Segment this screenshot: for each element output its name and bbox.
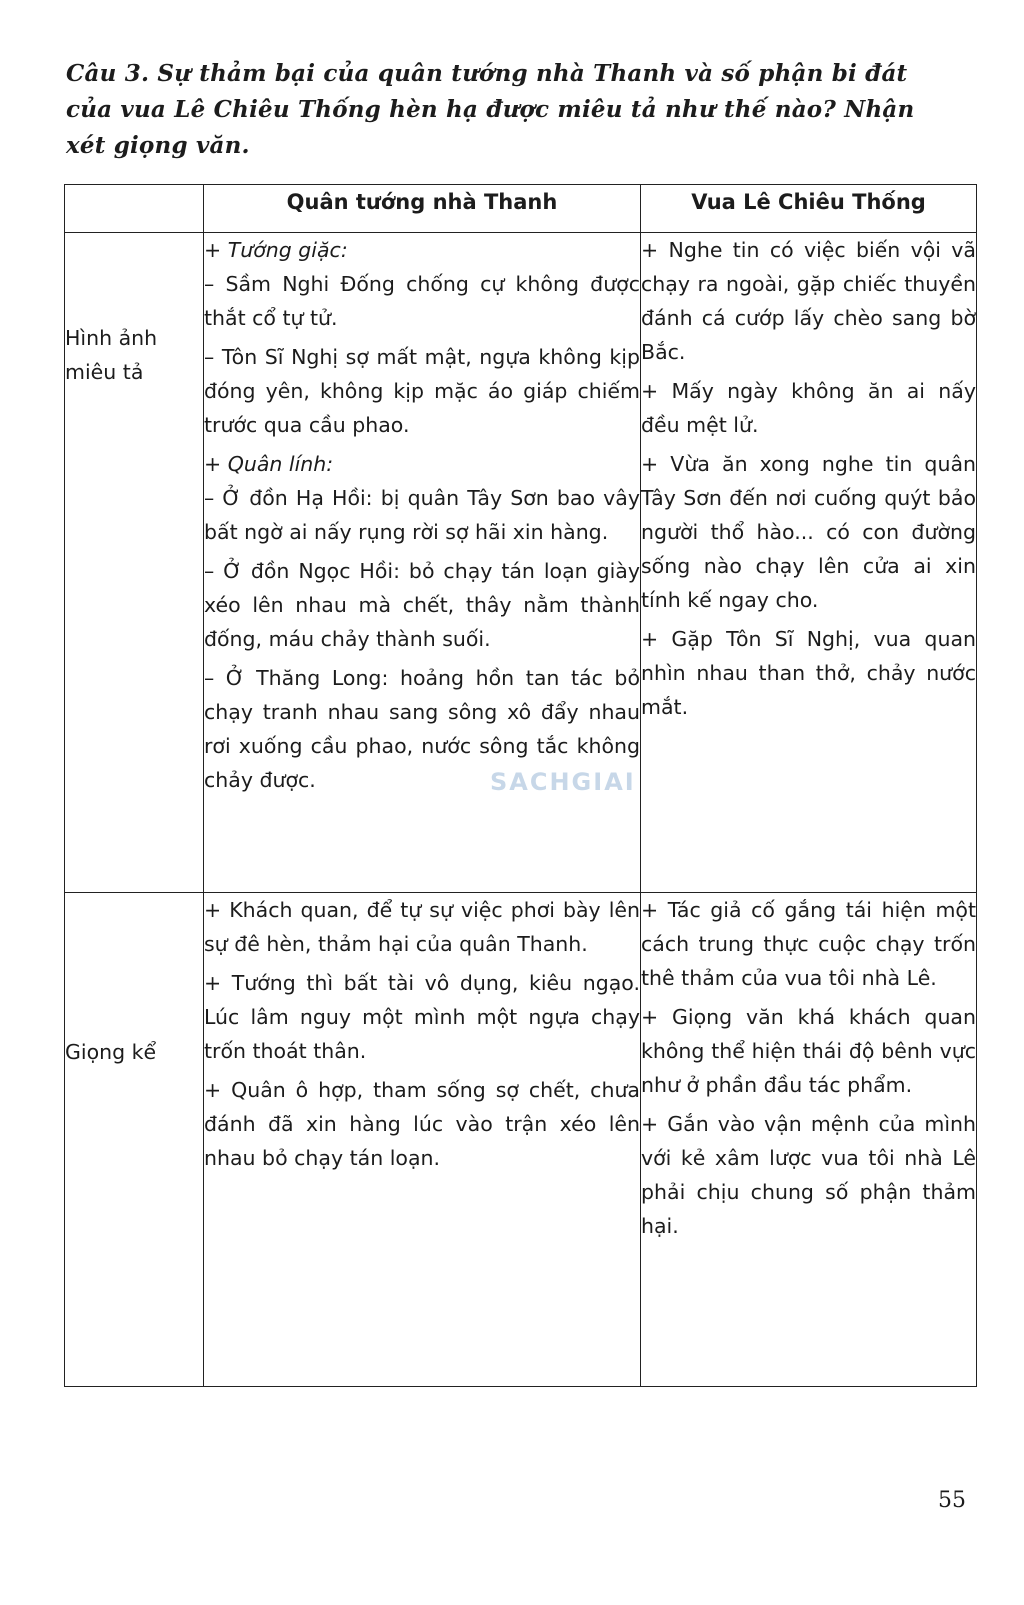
qing-tone-cell [204,893,641,1387]
list-item: + Khách quan, để tự sự việc phơi bày lên sự đê hèn, thảm hại của quân Thanh. [204,898,640,956]
list-item: – Ở đồn Hạ Hồi: bị quân Tây Sơn bao vây bất ngờ ai nấy rụng rời sợ hãi xin hàng. [204,486,640,544]
list-item: – Ở đồn Ngọc Hồi: bỏ chạy tán loạn giày xéo lên nhau mà chết, thây nằm thành đống, máu chảy thành suối. [204,559,640,651]
row-label-tone: Giọng kể [65,893,204,1387]
list-item: + Giọng văn khá khách quan không thể hiện thái độ bênh vực như ở phần đầu tác phẩm. [641,1005,976,1097]
subheading: + Tướng giặc: [204,238,348,262]
king-description-cell [641,233,977,893]
list-item: + Tướng thì bất tài vô dụng, kiêu ngạo. Lúc lâm nguy một mình một ngựa chạy trốn thoát thân. [204,971,640,1063]
watermark-logo: SACHGIAI [490,768,636,796]
list-item: – Tôn Sĩ Nghị sợ mất mật, ngựa không kịp đóng yên, không kịp mặc áo giáp chiếm trước qua cầu phao. [204,345,640,437]
subheading: + Quân lính: [204,452,334,476]
list-item: + Gặp Tôn Sĩ Nghị, vua quan nhìn nhau than thở, chảy nước mắt. [641,627,976,719]
list-item: – Ở Thăng Long: hoảng hồn tan tác bỏ chạy tranh nhau sang sông xô đẩy nhau rơi xuống cầu phao, nước sông tắc không chảy được. [204,666,640,792]
header-blank [65,185,204,233]
list-item: + Quân ô hợp, tham sống sợ chết, chưa đánh đã xin hàng lúc vào trận xéo lên nhau bỏ chạy tán loạn. [204,1078,640,1170]
list-item: + Gắn vào vận mệnh của mình với kẻ xâm lược vua tôi nhà Lê phải chịu chung số phận thảm hại. [641,1112,976,1238]
page-number: 55 [938,1488,966,1513]
king-tone-cell [641,893,977,1387]
table-header-row [65,185,977,233]
list-item: + Mấy ngày không ăn ai nấy đều mệt lử. [641,379,976,437]
header-qing-army: Quân tướng nhà Thanh [204,185,641,233]
list-item: + Tác giả cố gắng tái hiện một cách trung thực cuộc chạy trốn thê thảm của vua tôi nhà Lê. [641,898,976,990]
list-item: – Sầm Nghi Đống chống cự không được thắt cổ tự tử. [204,272,640,330]
header-king: Vua Lê Chiêu Thống [641,185,977,233]
list-item: + Nghe tin có việc biến vội vã chạy ra ngoài, gặp chiếc thuyền đánh cá cướp lấy chèo sang bờ Bắc. [641,238,976,364]
question-text: Câu 3. Sự thảm bại của quân tướng nhà Thanh và số phận bi đát của vua Lê Chiêu Thống hèn hạ được miêu tả như thế nào? Nhận xét giọng văn. [66,60,915,159]
table-row-tone [65,893,977,1387]
row-label-description: Hình ảnh miêu tả [65,233,204,893]
list-item: + Vừa ăn xong nghe tin quân Tây Sơn đến nơi cuống quýt bảo người thổ hào... có con đường sống nào chạy lên cửa ai xin tính kế ngay cho. [641,452,976,612]
